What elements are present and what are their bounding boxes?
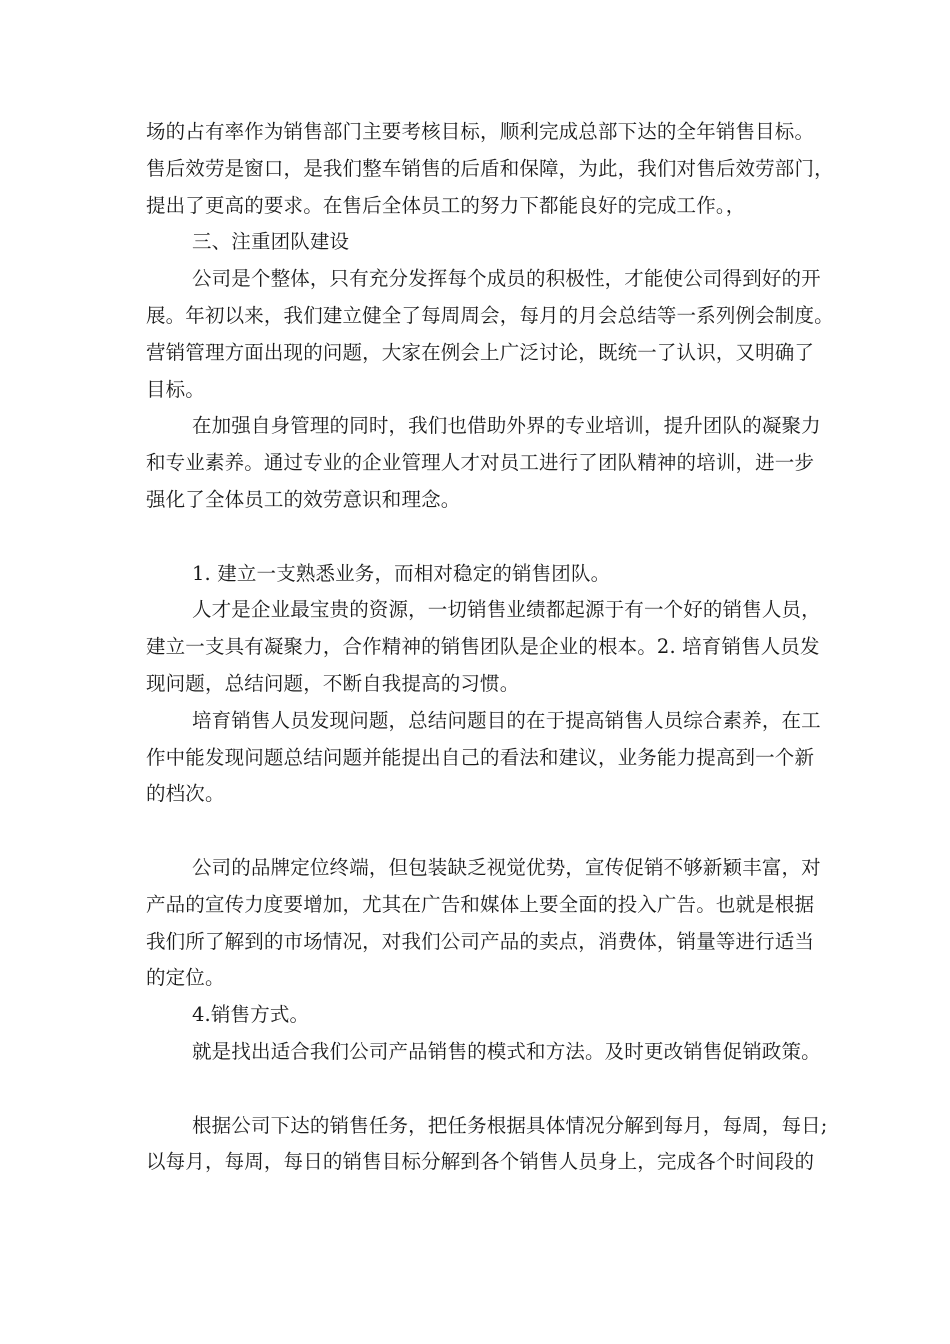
text-line: 现问题，总结问题，不断自我提高的习惯。	[146, 671, 520, 695]
blank-line	[146, 813, 814, 850]
text-line: 建立一支具有凝聚力，合作精神的销售团队是企业的根本。2. 培育销售人员发	[146, 635, 820, 659]
text-line: 和专业素养。通过专业的企业管理人才对员工进行了团队精神的培训，进一步	[146, 451, 815, 475]
text-line: 我们所了解到的市场情况，对我们公司产品的卖点，消费体，销量等进行适当	[146, 929, 815, 953]
text-line: 作中能发现问题总结问题并能提出自己的看法和建议，业务能力提高到一个新	[146, 745, 815, 769]
text-line: 的档次。	[146, 782, 225, 806]
text-line: 以每月，每周，每日的销售目标分解到各个销售人员身上，完成各个时间段的	[146, 1150, 815, 1174]
text-line: 公司的品牌定位终端，但包装缺乏视觉优势，宣传促销不够新颖丰富，对	[192, 855, 821, 879]
text-line: 4.销售方式。	[192, 1003, 310, 1027]
text-line: 营销管理方面出现的问题，大家在例会上广泛讨论，既统一了认识，又明确了	[146, 340, 815, 364]
text-line: 的定位。	[146, 966, 225, 990]
text-line: 1. 建立一支熟悉业务，而相对稳定的销售团队。	[192, 561, 611, 585]
text-line: 就是找出适合我们公司产品销售的模式和方法。及时更改销售促销政策。	[192, 1039, 821, 1063]
document-body	[146, 114, 834, 1181]
text-line: 强化了全体员工的效劳意识和理念。	[146, 487, 461, 511]
text-line: 展。年初以来，我们建立健全了每周周会，每月的月会总结等一系列例会制度。	[146, 303, 834, 327]
text-line: 提出了更高的要求。在售后全体员工的努力下都能良好的完成工作。，	[146, 193, 746, 217]
text-line: 场的占有率作为销售部门主要考核目标，顺利完成总部下达的全年销售目标。	[146, 120, 815, 143]
blank-line	[146, 1071, 814, 1108]
text-line: 在加强自身管理的同时，我们也借助外界的专业培训，提升团队的凝聚力	[192, 414, 821, 438]
text-line: 产品的宣传力度要增加，尤其在广告和媒体上要全面的投入广告。也就是根据	[146, 892, 815, 916]
text-line: 目标。	[146, 377, 205, 401]
blank-line	[146, 519, 814, 556]
text-line: 根据公司下达的销售任务，把任务根据具体情况分解到每月，每周，每日;	[192, 1113, 828, 1137]
text-line: 公司是个整体，只有充分发挥每个成员的积极性，才能使公司得到好的开	[192, 267, 821, 291]
text-line: 人才是企业最宝贵的资源，一切销售业绩都起源于有一个好的销售人员，	[192, 598, 821, 622]
text-line: 培育销售人员发现问题，总结问题目的在于提高销售人员综合素养，在工	[192, 708, 821, 732]
text-line: 售后效劳是窗口，是我们整车销售的后盾和保障，为此，我们对售后效劳部门，	[146, 156, 834, 180]
text-line: 三、注重团队建设	[192, 230, 350, 254]
